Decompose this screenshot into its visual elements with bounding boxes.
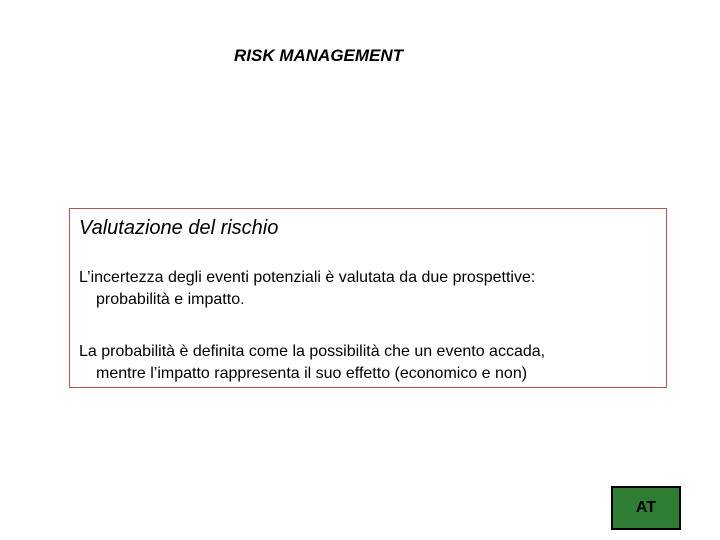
box-heading: Valutazione del rischio: [79, 217, 279, 239]
content-box: [69, 208, 667, 388]
paragraph-uncertainty: [79, 267, 535, 311]
at-badge-label: AT: [635, 499, 657, 516]
at-badge: [611, 486, 681, 530]
paragraph-probability: [79, 341, 545, 385]
paragraph-uncertainty-line2: probabilità e impatto.: [96, 291, 245, 308]
paragraph-probability-line2: mentre l’impatto rappresenta il suo effetto (economico e non): [96, 365, 528, 382]
slide-title: RISK MANAGEMENT: [234, 46, 404, 65]
paragraph-probability-line1: La probabilità è definita come la possibilità che un evento accada,: [79, 343, 546, 360]
paragraph-uncertainty-line1: L’incertezza degli eventi potenziali è valutata da due prospettive:: [79, 269, 536, 286]
